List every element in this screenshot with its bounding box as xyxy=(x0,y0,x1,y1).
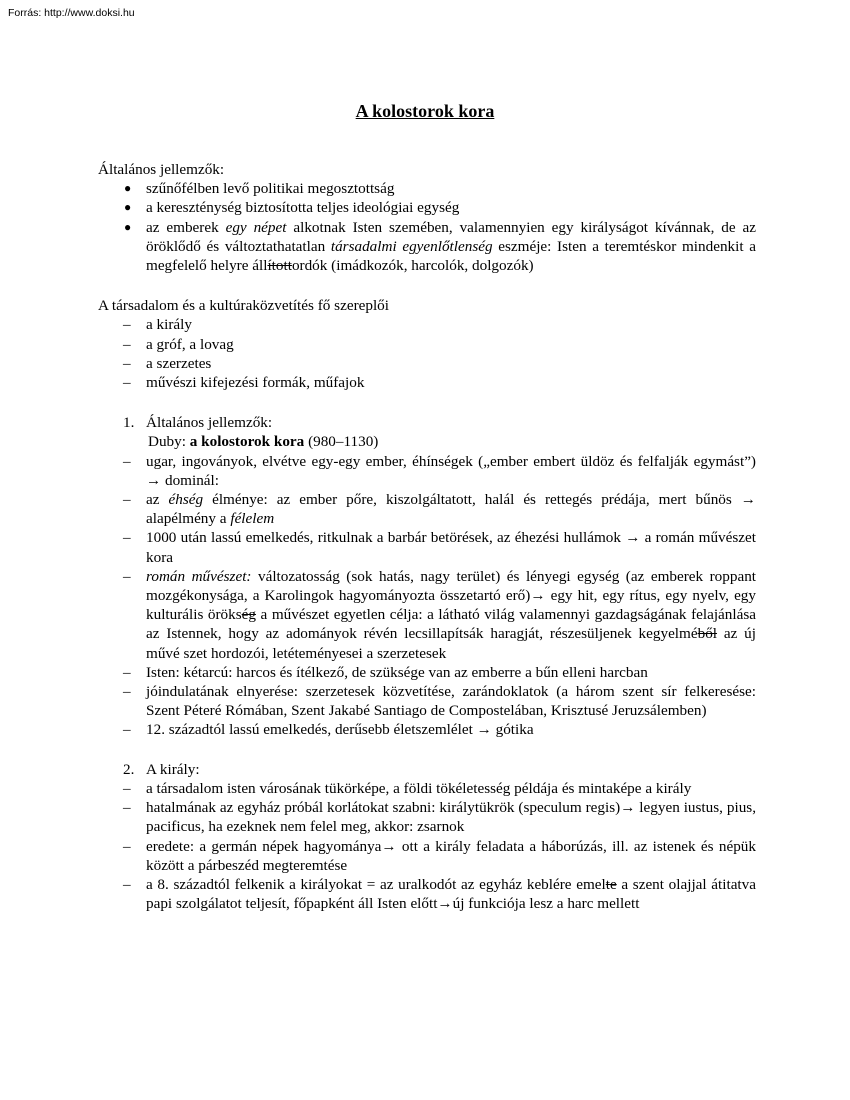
dash-icon: – xyxy=(123,374,131,392)
dash-icon: – xyxy=(123,779,131,797)
dash-icon: – xyxy=(123,721,131,739)
list-item: – ugar, ingoványok, elvétve egy-egy ember, éhínségek („ember embert üldöz és felfalják egymást”) → dominál: xyxy=(123,452,756,489)
dash-icon: – xyxy=(123,316,131,334)
dash-icon: – xyxy=(123,491,131,509)
list-item: – hatalmának az egyház próbál korlátokat szabni: királytükrök (speculum regis)→ legyen iustus, pius, pacificus, ha ezeknek nem felel meg, akkor: zsarnok xyxy=(123,799,756,836)
intro-bullet-list xyxy=(98,179,756,275)
dash-icon: – xyxy=(123,529,131,547)
list-item: – a király xyxy=(123,316,192,334)
section-1-heading: 1. Általános jellemzők: xyxy=(123,414,273,432)
list-item: ● az emberek egy népet alkotnak Isten szemében, valamennyien egy királyságot kívánnak, de az öröklődő és változtathatatlan társadalmi egyenlőtlenség eszméje: Isten a teremtéskor mindenkit a megfelelő helyre állítottordók (imádkozók, harcolók, dolgozók) xyxy=(124,218,757,275)
dash-icon: – xyxy=(123,799,131,817)
list-item: – a társadalom isten városának tükörképe, a földi tökéletesség példája és mintaképe a király xyxy=(123,779,692,797)
intro-heading: Általános jellemzők: xyxy=(98,161,225,178)
document-body xyxy=(98,160,756,913)
list-item: – Isten: kétarcú: harcos és ítélkező, de szüksége van az emberre a bűn elleni harcban xyxy=(123,663,648,681)
bullet-icon: ● xyxy=(124,181,132,196)
list-item: – a 8. századtól felkenik a királyokat = az uralkodót az egyház keblére emelte a szent olajjal átitatva papi szolgálatot teljesít, főpapként áll Isten előtt→új funkciója lesz a harc mellett xyxy=(123,875,756,913)
list-item: – eredete: a germán népek hagyománya→ ott a király feladata a háborúzás, ill. az istenek és népük között a párbeszéd megteremtése xyxy=(123,837,756,874)
list-item: – művészi kifejezési formák, műfajok xyxy=(123,374,365,392)
section-1-list xyxy=(98,452,756,740)
dash-icon: – xyxy=(123,567,131,585)
dash-icon: – xyxy=(123,875,131,893)
section-2-heading: 2. A király: xyxy=(123,760,200,778)
source-note: Forrás: http://www.doksi.hu xyxy=(8,7,135,19)
list-item: – 12. századtól lassú emelkedés, derűsebb életszemlélet → gótika xyxy=(123,721,534,739)
list-item: ● szűnőfélben levő politikai megosztottság xyxy=(124,180,395,198)
bullet-icon: ● xyxy=(124,219,132,234)
duby-line: Duby: a kolostorok kora (980–1130) xyxy=(148,433,379,451)
list-item: ● a kereszténység biztosította teljes ideológiai egység xyxy=(124,199,460,217)
list-item: – a szerzetes xyxy=(123,354,212,372)
dash-icon: – xyxy=(123,837,131,855)
dash-icon: – xyxy=(123,683,131,701)
section-2-list xyxy=(98,779,756,913)
dash-icon: – xyxy=(123,452,131,470)
list-item: – jóindulatának elnyerése: szerzetesek közvetítése, zarándoklatok (a három szent sír felkeresése: Szent Péteré Rómában, Szent Jakabé Santiago de Compostelában, Krisztusé Jeruzsálemben) xyxy=(123,683,756,720)
actors-heading: A társadalom és a kultúraközvetítés fő szereplői xyxy=(98,297,389,315)
list-item: – 1000 után lassú emelkedés, ritkulnak a barbár betörések, az éhezési hullámok → a román művészet kora xyxy=(123,529,756,566)
dash-icon: – xyxy=(123,354,131,372)
actors-list xyxy=(98,315,756,392)
bullet-icon: ● xyxy=(124,200,132,215)
dash-icon: – xyxy=(123,335,131,353)
list-item: – a gróf, a lovag xyxy=(123,335,234,353)
list-item: – román művészet: változatosság (sok hatás, nagy terület) és lényegi egység (az emberek roppant mozgékonysága, a Karolingok hagyományozta összetartó erő)→ egy hit, egy rítus, egy nyelv, egy kulturális örökség a művészet egyetlen célja: a látható világ valamennyi gazdagságának felajánlása az Istennek, hogy az adományok révén lecsillapítsák haragját, részesüljenek kegyelméből az új művé szet hordozói, letéteményesei a szerzetesek xyxy=(123,567,757,662)
dash-icon: – xyxy=(123,663,131,681)
page-title: A kolostorok kora xyxy=(355,101,495,121)
list-item: – az éhség élménye: az ember pőre, kiszolgáltatott, halál és rettegés prédája, mert bűnös → alapélmény a félelem xyxy=(123,491,756,528)
